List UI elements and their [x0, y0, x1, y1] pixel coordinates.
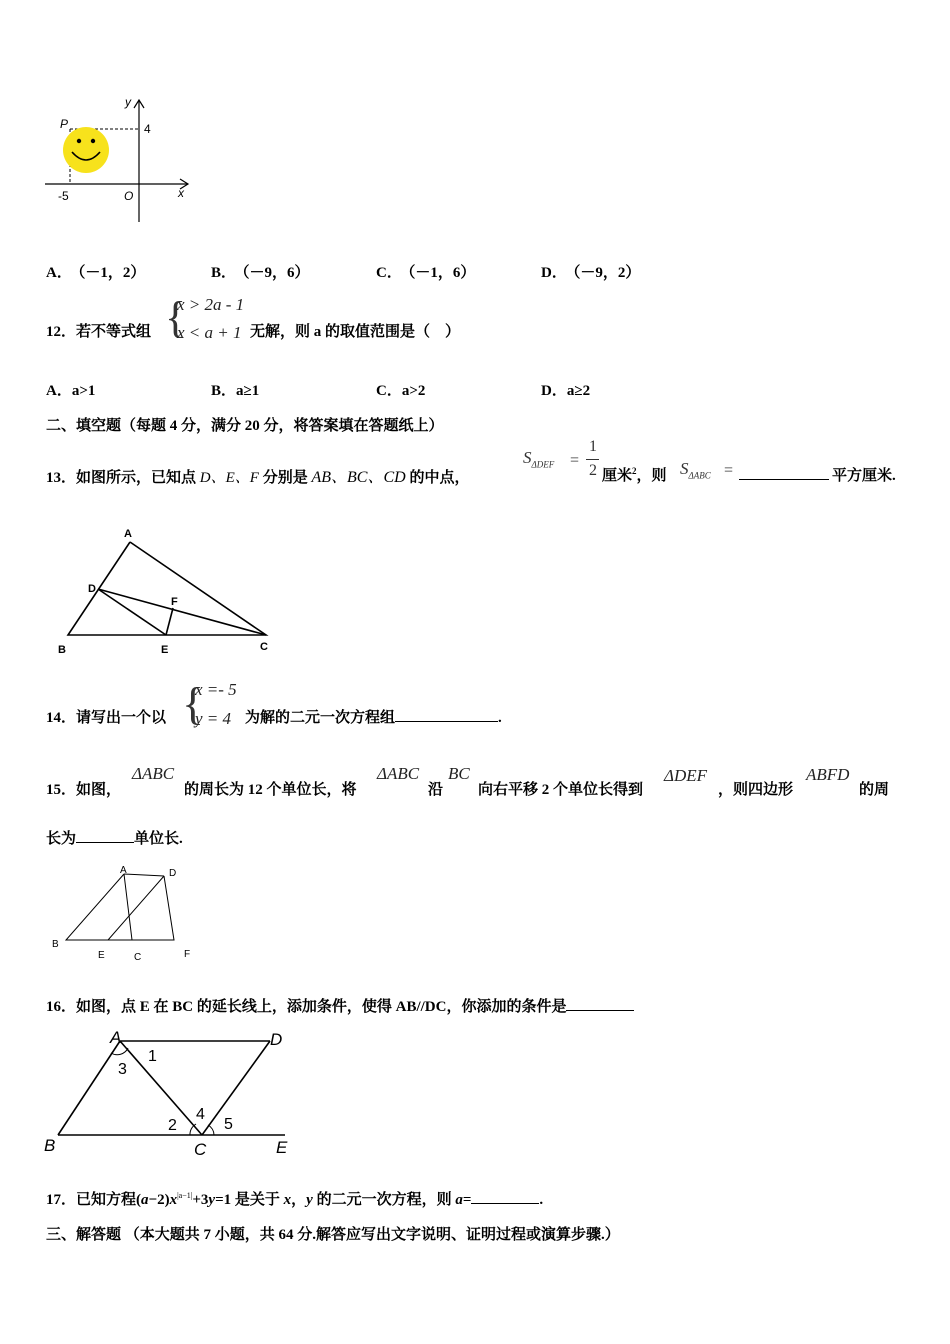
q13-s-abc: $S_{\Delta ABC}$	[680, 459, 711, 481]
q13-s-def: $S_{\Delta DEF}$	[523, 448, 555, 470]
q12-option-a: A．a>1	[46, 383, 96, 399]
q12-prefix: 12．若不等式组	[46, 324, 152, 340]
q11-option-a: A． （－1，2）	[46, 265, 146, 281]
fig16-label-d: D	[270, 1030, 283, 1049]
q12-brace: {	[165, 293, 187, 342]
q13-fraction-den: 2	[589, 462, 597, 479]
q14-equation-2: y = 4	[195, 709, 232, 728]
section-2-heading: 二、填空题（每题 4 分，满分 20 分，将答案填在答题纸上）	[46, 418, 444, 434]
figure-13-triangle	[50, 522, 280, 662]
fig13-label-a: A	[124, 528, 132, 540]
q11-option-c: C． （－1，6）	[376, 265, 476, 281]
label-y: y	[125, 95, 131, 109]
q12-inequality-2: x < a + 1	[177, 323, 242, 342]
q11-option-d: D． （－9，2）	[541, 265, 641, 281]
q13-eq2: =	[724, 462, 734, 479]
label-neg5: -5	[58, 189, 69, 203]
q12-suffix: 无解，则 a 的取值范围是（ ）	[250, 324, 461, 340]
q13-eq: =	[570, 452, 580, 469]
q15-text4: 向右平移 2 个单位长得到	[478, 782, 644, 798]
figure-16-parallelogram	[40, 1025, 300, 1160]
q13-unit2: 平方厘米.	[832, 468, 896, 484]
q14-answer-blank[interactable]	[395, 708, 498, 722]
fig13-label-f: F	[171, 596, 178, 608]
fig16-label-c: C	[194, 1140, 207, 1159]
q17-answer-blank[interactable]	[471, 1190, 539, 1204]
q13-text-tail: 厘米$^2$，则	[602, 466, 667, 484]
q15-text3: 沿	[428, 782, 444, 798]
q15-tri-abc-1: ΔABC	[132, 764, 175, 783]
q13-fraction-num: 1	[589, 438, 597, 455]
fig16-label-a: A	[110, 1028, 122, 1047]
q15-bc: BC	[448, 764, 470, 783]
q16-text: 16．如图，点 E 在 BC 的延长线上，添加条件，使得 AB//DC，你添加的条件是	[46, 995, 634, 1016]
fig16-angle-3: 3	[118, 1061, 127, 1078]
fig13-label-e: E	[161, 644, 169, 656]
fig13-label-b: B	[58, 644, 66, 656]
q15-text6: 的周	[859, 782, 890, 798]
q13-text: 13．如图所示，已知点 D、E、F 分别是 AB、BC、CD 的中点，	[46, 469, 470, 486]
fig15-label-e: E	[98, 950, 105, 961]
q15-num: 15．如图，	[46, 782, 122, 798]
section-3-heading: 三、解答题 （本大题共 7 小题，共 64 分.解答应写出文字说明、证明过程或演算步骤.）	[46, 1227, 620, 1243]
fig16-angle-4: 4	[196, 1106, 205, 1123]
q15-text2: 的周长为 12 个单位长，将	[184, 782, 357, 798]
fig16-label-b: B	[44, 1136, 56, 1155]
label-o: O	[124, 189, 134, 203]
fig15-label-d: D	[169, 868, 177, 879]
q13-fraction-bar	[586, 459, 599, 460]
q14-text1: 14．请写出一个以	[46, 710, 167, 726]
label-x: x	[178, 186, 184, 200]
q17-text: 17．已知方程$(a-2)x^{|a-1|}+3y=1$ 是关于 x，y 的二元一次方程，则 a= .	[46, 1191, 544, 1208]
q15-answer-blank[interactable]	[76, 829, 134, 843]
q16-answer-blank[interactable]	[566, 997, 634, 1011]
q13-answer-blank[interactable]	[739, 466, 829, 480]
q15-tri-abc-2: ΔABC	[377, 764, 420, 783]
fig16-angle-5: 5	[224, 1116, 233, 1133]
figure-11-coordinate-smiley	[40, 90, 200, 230]
fig13-label-c: C	[260, 641, 268, 653]
fig16-label-e: E	[276, 1138, 288, 1157]
label-4: 4	[144, 122, 151, 136]
q14-text2: 为解的二元一次方程组 .	[245, 710, 502, 726]
fig15-label-b: B	[52, 939, 59, 950]
q12-option-c: C．a>2	[376, 383, 426, 399]
fig13-label-d: D	[88, 583, 96, 595]
q14-brace: {	[182, 678, 205, 729]
fig16-angle-1: 1	[148, 1048, 157, 1065]
q12-inequality-1: x > 2a - 1	[177, 295, 245, 314]
figure-15-translated-triangles	[48, 862, 208, 967]
q15-line2: 长为 单位长.	[46, 831, 183, 847]
fig15-label-c: C	[134, 952, 142, 963]
q12-option-d: D．a≥2	[541, 383, 591, 399]
q15-quad-abfd: ABFD	[806, 765, 850, 784]
fig15-label-a: A	[120, 865, 127, 876]
q14-equation-1: x =- 5	[195, 680, 237, 699]
fig15-label-f: F	[184, 949, 191, 960]
q15-tri-def: ΔDEF	[664, 766, 708, 785]
q12-option-b: B．a≥1	[211, 383, 260, 399]
q11-option-b: B． （－9，6）	[211, 265, 310, 281]
label-p: P	[60, 117, 69, 131]
fig16-angle-2: 2	[168, 1117, 177, 1134]
q15-text5: ，则四边形	[718, 782, 794, 798]
